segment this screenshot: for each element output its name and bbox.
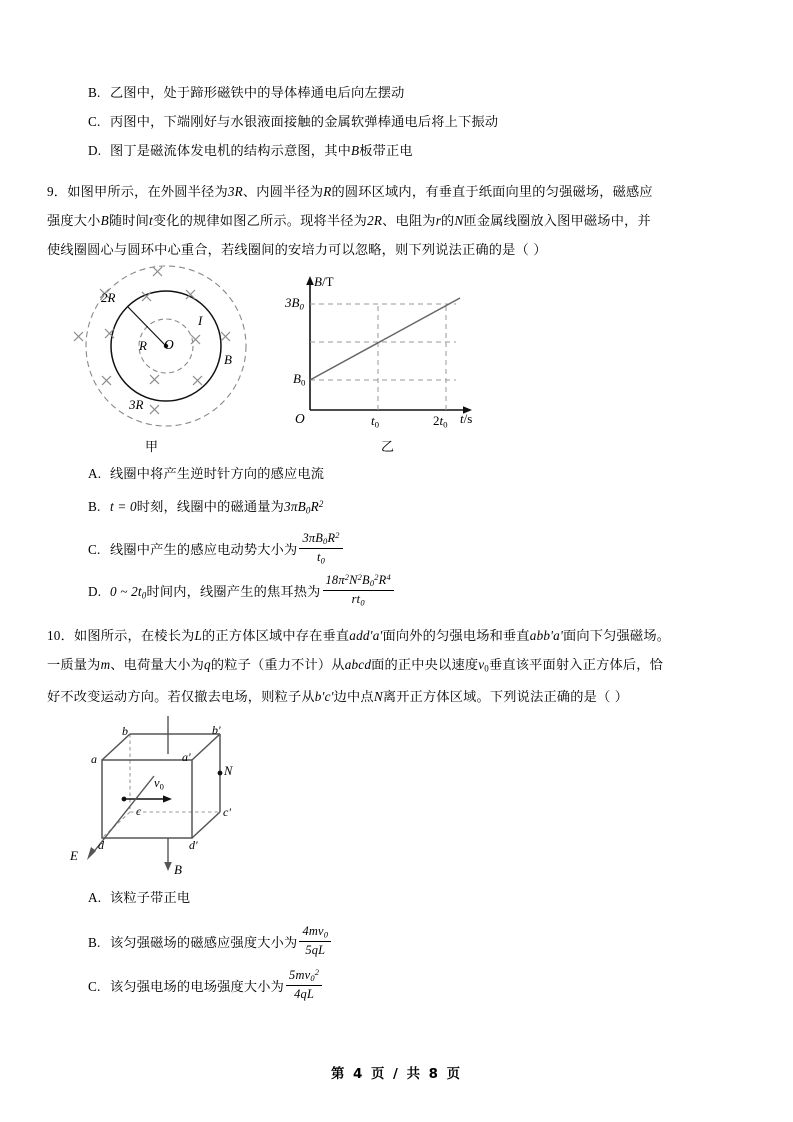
- q9-l2v1: B: [100, 213, 109, 228]
- q9-l2a: 强度大小: [47, 214, 101, 229]
- cube-vertex-a-prime: a': [182, 750, 191, 764]
- b-vs-t-line: [310, 298, 460, 380]
- q9-option-b-eq: t = 0: [110, 499, 137, 514]
- q8-option-d: [88, 141, 413, 162]
- magnetic-field-crosses: [74, 267, 230, 414]
- q9-l1v2: R: [323, 184, 332, 199]
- q10-option-c-text: 该匀强电场的电场强度大小为: [110, 979, 285, 995]
- q10-l2v1: m: [100, 657, 111, 672]
- q8-option-d-label: D.: [88, 143, 102, 158]
- q10-l2e: 垂直该平面射入正方体后，恰: [488, 658, 664, 673]
- x-tick-2t0: $2t_0$: [433, 413, 448, 430]
- q9-stem-line2: [47, 207, 747, 236]
- q9-stem: [47, 178, 747, 265]
- q9-l2c: 变化的规律如图乙所示。现将半径为: [152, 214, 368, 229]
- q10-l2b: 、电荷量大小为: [110, 658, 205, 673]
- q10-l2v2: q: [204, 657, 211, 672]
- q9-l2e: 的: [441, 214, 455, 229]
- q9-option-a: [88, 464, 324, 485]
- q8-option-d-var: B: [350, 143, 360, 158]
- q10-stem-line2: [47, 651, 747, 683]
- cube-svg: [62, 714, 362, 882]
- q9-option-b: [88, 497, 324, 518]
- cube-label-N: N: [224, 764, 233, 778]
- figure-yi-caption: 乙: [381, 440, 395, 455]
- cube-vertex-a: a: [91, 752, 97, 766]
- q10-option-b-text: 该匀强磁场的磁感应强度大小为: [110, 936, 298, 952]
- cube-label-B: B: [174, 862, 182, 877]
- y-axis-arrow: [306, 276, 314, 285]
- label-B: B: [224, 352, 232, 367]
- q8-option-c-text: 丙图中，下端刚好与水银液面接触的金属软弹棒通电后将上下振动: [110, 115, 499, 130]
- radius-line-2R: [128, 307, 166, 346]
- q8-option-c: [88, 112, 498, 133]
- cube-vertex-d: d: [98, 838, 104, 852]
- label-I: I: [198, 313, 203, 328]
- x-tick-t0: $t_0$: [371, 413, 380, 430]
- q9-option-d-text: 时间内，线圈产生的焦耳热为: [146, 584, 321, 600]
- q10-option-a-label: A.: [88, 890, 102, 905]
- page-footer: 第 4 页 / 共 8 页: [330, 1067, 463, 1082]
- q9-option-c-text: 线圈中产生的感应电动势大小为: [110, 542, 298, 558]
- figure-yi-graph: [285, 270, 488, 430]
- cube-vertex-c: c: [136, 804, 142, 818]
- cube-label-E: E: [70, 848, 78, 863]
- q9-l2v4: r: [435, 213, 442, 228]
- q9-option-a-label: A.: [88, 466, 102, 481]
- q10-stem: [47, 622, 747, 712]
- q10-stem-line1: [47, 622, 747, 651]
- q9-l2f: 匝金属线圈放入图甲磁场中，并: [463, 214, 651, 229]
- q8-option-c-label: C.: [88, 114, 101, 129]
- cube-vertex-b-prime: b': [212, 723, 221, 737]
- figure-jia-caption: 甲: [145, 440, 159, 455]
- point-N-marker: [218, 771, 223, 776]
- q9-option-a-text: 线圈中将产生逆时针方向的感应电流: [110, 467, 325, 482]
- q10-l2v4: v: [478, 657, 485, 672]
- q10-l3a: 好不改变运动方向。若仅撤去电场，则粒子从: [47, 689, 315, 705]
- q9-l2v3: 2R: [367, 213, 383, 228]
- origin-label: O: [295, 411, 305, 426]
- q10-l1c: 面向外的匀强电场和垂直: [382, 629, 530, 644]
- q8-option-b: [88, 83, 405, 104]
- label-2R: 2R: [101, 290, 116, 305]
- q9-option-d: [88, 572, 396, 608]
- q9-option-c-fraction: [299, 530, 342, 566]
- q10-number: 10．: [47, 628, 74, 643]
- q9-option-c-denominator: $t_0$: [317, 549, 326, 566]
- q10-option-b-numerator: $4mv_0$: [299, 924, 331, 942]
- q10-l2v3: abcd: [344, 657, 372, 672]
- q10-option-a-text: 该粒子带正电: [110, 891, 191, 906]
- q8-option-d-pre: 图丁是磁流体发电机的结构示意图，其中: [110, 144, 351, 159]
- q9-number: 9．: [47, 184, 68, 199]
- q10-l2c: 的粒子（重力不计）从: [210, 658, 345, 673]
- q9-option-d-fraction: [323, 572, 394, 608]
- q10-option-c-numerator: $5mv_0^2$: [286, 967, 322, 986]
- q10-stem-line3: [47, 683, 747, 712]
- q9-option-b-text: 时刻，线圈中的磁通量为: [136, 500, 285, 515]
- q9-l1c: 的圆环区域内，有垂直于纸面向里的匀强磁场，磁感应: [331, 185, 653, 200]
- q9-option-c-numerator: $3\pi B_0R^2$: [299, 530, 342, 549]
- q10-l1a: 如图所示，在棱长为: [73, 629, 195, 644]
- q9-l1b: 、内圆半径为: [242, 185, 324, 200]
- q10-option-b-fraction: [299, 924, 331, 958]
- q9-l3a: 使线圈圆心与圆环中心重合，若线圈间的安培力可以忽略，则下列说法正确的是（ ）: [47, 243, 547, 258]
- q9-l2v2: t: [149, 213, 153, 228]
- q8-option-b-text: 乙图中，处于蹄形磁铁中的导体棒通电后向左摆动: [110, 86, 405, 101]
- x-axis-label: t/s: [460, 411, 473, 426]
- q10-option-c-fraction: [286, 967, 322, 1002]
- q10-option-b-denominator: 5qL: [305, 942, 326, 957]
- q10-l2d: 面的正中央以速度: [371, 658, 479, 673]
- q10-option-a: [88, 888, 190, 909]
- q9-option-c: [88, 530, 345, 566]
- q9-option-d-numerator: $18\pi^2N^2B_0^2R^4$: [323, 572, 394, 591]
- q9-l1v1: 3R: [227, 184, 243, 199]
- q9-l1a: 如图甲所示，在外圆半径为: [67, 185, 228, 200]
- figure-cube: [62, 714, 362, 882]
- cube-vertex-d-prime: d': [189, 838, 198, 852]
- label-O: O: [164, 337, 174, 352]
- y-axis-label: B/T: [314, 274, 334, 289]
- q10-option-b-label: B.: [88, 935, 101, 951]
- q10-l1v3: abb'a': [529, 628, 563, 643]
- q9-option-b-value: $3\pi B_0R^2$: [284, 498, 324, 516]
- q9-stem-line3: [47, 236, 747, 265]
- figure-jia-annulus: [58, 262, 276, 442]
- q9-option-b-label: B.: [88, 499, 101, 514]
- cube-vertex-c-prime: c': [223, 805, 231, 819]
- gridlines: [310, 304, 456, 410]
- q10-l1v1: L: [194, 628, 203, 643]
- y-tick-B0: $B_0$: [293, 371, 306, 388]
- q10-l1b: 的正方体区域中存在垂直: [202, 629, 350, 644]
- q10-l3b: 边中点: [333, 689, 374, 705]
- q10-option-c-label: C.: [88, 978, 101, 994]
- label-3R: 3R: [129, 397, 144, 412]
- q9-option-d-denominator: $rt_0$: [351, 591, 365, 608]
- q10-option-b: [88, 924, 333, 958]
- q9-l2v5: N: [454, 213, 464, 228]
- q9-option-d-range: 0 ~ $2t_0$: [110, 583, 147, 601]
- velocity-arrow-v0: [122, 795, 172, 802]
- q10-option-c: [88, 967, 324, 1002]
- q9-option-c-label: C.: [88, 541, 101, 557]
- q9-l2d: 、电阻为: [382, 214, 436, 229]
- q8-option-d-post: 板带正电: [359, 144, 413, 159]
- q9-option-d-label: D.: [88, 583, 102, 599]
- q10-option-c-denominator: 4qL: [294, 986, 315, 1001]
- q10-l3c: 离开正方体区域。下列说法正确的是（ ）: [382, 689, 629, 705]
- q10-l3v2: N: [373, 688, 383, 704]
- q8-option-b-label: B.: [88, 85, 101, 100]
- q9-l2b: 随时间: [108, 214, 149, 229]
- cube-label-v0: $v_0$: [154, 776, 164, 792]
- q10-l3v1: b'c': [314, 688, 334, 704]
- q10-l2v4sub: 0: [484, 663, 489, 674]
- q10-l2a: 一质量为: [47, 658, 101, 673]
- b-field-arrow: [164, 716, 172, 871]
- q10-l1d: 面向下匀强磁场。: [563, 629, 671, 644]
- bt-graph-svg: [288, 270, 488, 430]
- y-tick-3B0: $3B_0$: [285, 295, 304, 312]
- cube-vertex-b: b: [122, 724, 128, 738]
- label-R: R: [139, 338, 147, 353]
- q9-stem-line1: [47, 178, 747, 207]
- q10-l1v2: add'a': [349, 628, 383, 643]
